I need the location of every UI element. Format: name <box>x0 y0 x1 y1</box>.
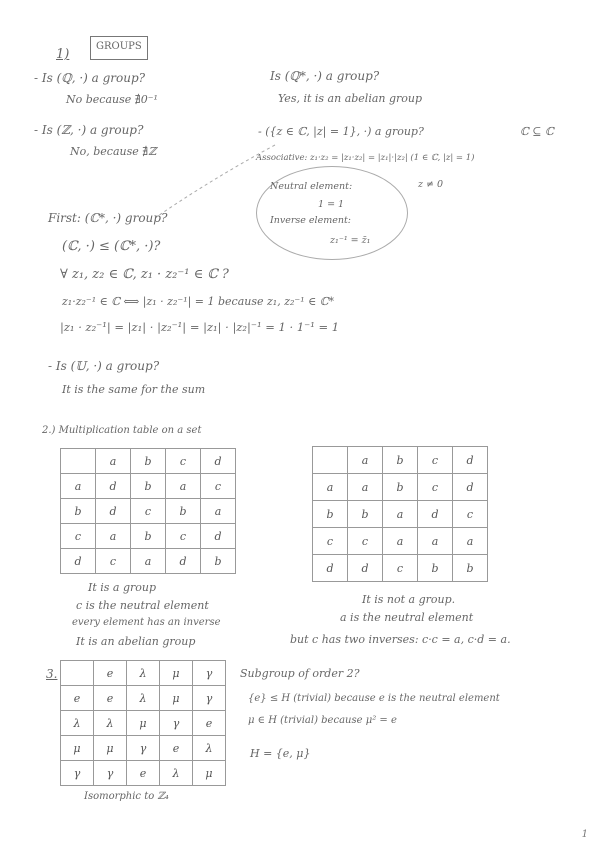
table-row <box>61 711 226 736</box>
table-row <box>313 528 488 555</box>
table-cell: γ <box>193 686 226 711</box>
table-cell: a <box>166 474 201 499</box>
q-rationals-answer: No because ∄0⁻¹ <box>66 93 158 106</box>
header-cell: e <box>94 661 127 686</box>
table-cell: b <box>131 524 166 549</box>
inverse-label: Inverse element: <box>270 215 351 226</box>
row-label-cell: a <box>61 474 96 499</box>
header-cell: d <box>453 447 488 474</box>
last-answer: It is the same for the sum <box>62 383 206 396</box>
header-cell: d <box>201 449 236 474</box>
table-row <box>61 499 236 524</box>
isomorphism-note: Isomorphic to ℤ₄ <box>84 791 169 802</box>
table-cell: b <box>348 501 383 528</box>
associativity-line: Associative: z₁·z₂ = |z₁·z₂| = |z₁|·|z₂| (1 ∈ ℂ, |z| = 1) <box>256 153 475 163</box>
page-number: 1 <box>581 829 588 840</box>
row-label-cell: c <box>61 524 96 549</box>
table-cell: γ <box>160 711 193 736</box>
table-cell: d <box>453 474 488 501</box>
neutral-label: Neutral element: <box>270 181 353 192</box>
table-row <box>313 501 488 528</box>
table-cell: b <box>418 555 453 582</box>
row-label-cell: a <box>313 474 348 501</box>
table-cell: λ <box>193 736 226 761</box>
table-row <box>61 761 226 786</box>
table1-note3: every element has an inverse <box>72 617 221 628</box>
header-cell <box>313 447 348 474</box>
table-cell: b <box>201 549 236 574</box>
table-cell: b <box>383 474 418 501</box>
row-label-cell: c <box>313 528 348 555</box>
row-label-cell: d <box>61 549 96 574</box>
section1-title: GROUPS <box>96 41 142 52</box>
table-cell: c <box>201 474 236 499</box>
table-cell: d <box>348 555 383 582</box>
table-cell: e <box>193 711 226 736</box>
table-cell: c <box>131 499 166 524</box>
table-cell: c <box>453 501 488 528</box>
table-header-row <box>61 449 236 474</box>
q-qstar-answer: Yes, it is an abelian group <box>278 92 423 105</box>
subgroup-line4: |z₁ · z₂⁻¹| = |z₁| · |z₂⁻¹| = |z₁| · |z₂|⁻¹ = 1 · 1⁻¹ = 1 <box>60 320 340 334</box>
table-cell: d <box>96 499 131 524</box>
table2-note1: It is not a group. <box>362 593 456 606</box>
q-rationals: - Is (ℚ, ·) a group? <box>34 71 146 85</box>
header-cell <box>61 661 94 686</box>
table1-note1: It is a group <box>88 581 157 594</box>
header-cell: λ <box>127 661 160 686</box>
multiplication-table-1 <box>60 448 236 574</box>
table-row <box>61 686 226 711</box>
header-cell: a <box>348 447 383 474</box>
table-cell: d <box>96 474 131 499</box>
header-cell: γ <box>193 661 226 686</box>
table-cell: c <box>166 524 201 549</box>
table-cell: a <box>383 528 418 555</box>
section3-number: 3. <box>46 667 58 681</box>
row-label-cell: b <box>313 501 348 528</box>
subgroup-line3: z₁·z₂⁻¹ ∈ ℂ ⟺ |z₁ · z₂⁻¹| = 1 because z₁, z₂⁻¹ ∈ ℂ* <box>62 295 335 308</box>
header-cell: c <box>166 449 201 474</box>
row-label-cell: b <box>61 499 96 524</box>
table-row <box>313 474 488 501</box>
section1-number: 1) <box>56 47 70 62</box>
aside-note: z ≠ 0 <box>418 179 444 190</box>
header-cell: a <box>96 449 131 474</box>
header-cell: μ <box>160 661 193 686</box>
table1-note2: c is the neutral element <box>76 599 209 612</box>
header-cell: b <box>383 447 418 474</box>
section2-title: 2.) Multiplication table on a set <box>42 425 202 436</box>
table-row <box>61 524 236 549</box>
table-cell: γ <box>127 736 160 761</box>
table2-note2: a is the neutral element <box>340 611 474 624</box>
table-cell: e <box>127 761 160 786</box>
table-cell: a <box>383 501 418 528</box>
table-cell: λ <box>160 761 193 786</box>
arrow-curve <box>150 140 280 220</box>
group-table <box>60 660 226 786</box>
table-cell: d <box>418 501 453 528</box>
q-integers-answer: No, because ∄ℤ <box>70 145 157 158</box>
table-cell: d <box>201 524 236 549</box>
table-cell: μ <box>127 711 160 736</box>
multiplication-table-2 <box>312 446 488 582</box>
table-row <box>61 474 236 499</box>
table-row <box>61 549 236 574</box>
inverse-value: z₁⁻¹ = z̄₁ <box>330 235 371 246</box>
table-header-row <box>61 661 226 686</box>
table1-note4: It is an abelian group <box>76 635 196 648</box>
row-label-cell: λ <box>61 711 94 736</box>
subgroup-line1: (ℂ, ·) ≤ (ℂ*, ·)? <box>62 239 161 254</box>
table2-note3: but c has two inverses: c·c = a, c·d = a. <box>290 633 511 646</box>
table-cell: γ <box>94 761 127 786</box>
q-integers: - Is (ℤ, ·) a group? <box>34 123 144 137</box>
table-cell: e <box>94 686 127 711</box>
table-cell: c <box>96 549 131 574</box>
table-cell: b <box>131 474 166 499</box>
row-label-cell: d <box>313 555 348 582</box>
row-label-cell: γ <box>61 761 94 786</box>
table-cell: e <box>160 736 193 761</box>
table-cell: μ <box>193 761 226 786</box>
table-cell: b <box>453 555 488 582</box>
q-unit-circle: - ({z ∈ ℂ, |z| = 1}, ·) a group? <box>258 125 424 138</box>
subgroup-h-line: H = {e, μ} <box>250 747 311 760</box>
table-cell: a <box>348 474 383 501</box>
subgroup-question: First: (ℂ*, ·) group? <box>48 211 168 225</box>
table-cell: c <box>383 555 418 582</box>
subgroup-order2-question: Subgroup of order 2? <box>240 667 360 680</box>
row-label-cell: e <box>61 686 94 711</box>
table-cell: a <box>131 549 166 574</box>
table-cell: μ <box>160 686 193 711</box>
table-cell: b <box>166 499 201 524</box>
table-cell: λ <box>94 711 127 736</box>
table-cell: d <box>166 549 201 574</box>
table-cell: λ <box>127 686 160 711</box>
header-cell: c <box>418 447 453 474</box>
table-row <box>61 736 226 761</box>
last-question: - Is (𝕌, ·) a group? <box>48 359 160 373</box>
table-row <box>313 555 488 582</box>
neutral-value: 1 = 1 <box>318 199 345 210</box>
table-cell: c <box>348 528 383 555</box>
subgroup-mu-line: μ ∈ H (trivial) because μ² = e <box>248 715 397 726</box>
table-cell: a <box>418 528 453 555</box>
subgroup-line2: ∀ z₁, z₂ ∈ ℂ, z₁ · z₂⁻¹ ∈ ℂ ? <box>60 267 229 282</box>
subgroup-e-line: {e} ≤ H (trivial) because e is the neutral element <box>248 693 500 704</box>
table-cell: μ <box>94 736 127 761</box>
q-qstar: Is (ℚ*, ·) a group? <box>270 69 380 83</box>
table-header-row <box>313 447 488 474</box>
table-cell: a <box>201 499 236 524</box>
table-cell: c <box>418 474 453 501</box>
header-cell: b <box>131 449 166 474</box>
table-cell: a <box>96 524 131 549</box>
table-cell: a <box>453 528 488 555</box>
header-cell <box>61 449 96 474</box>
q-unit-side: ℂ ⊆ ℂ <box>520 125 554 138</box>
row-label-cell: μ <box>61 736 94 761</box>
